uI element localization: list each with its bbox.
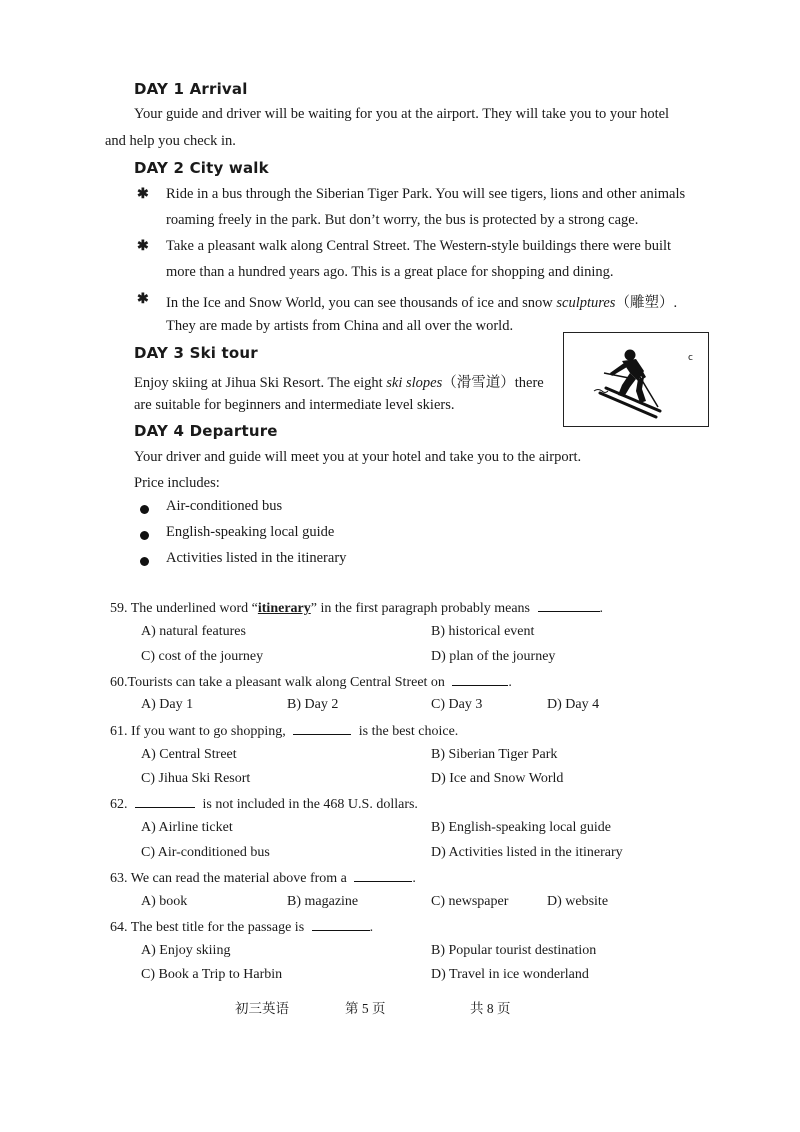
sculptures-gloss: （雕塑）. (615, 295, 678, 311)
q60-stem: 60.Tourists can take a pleasant walk along Central Street on (110, 675, 445, 690)
answer-blank (312, 918, 370, 931)
footer-page-number: 第 5 页 (345, 1001, 386, 1016)
star-bullet-icon: ✱ (137, 187, 149, 202)
q63-option-d: D) website (547, 894, 609, 909)
price-item (140, 528, 149, 545)
question-63: 63. We can read the material above from a . (110, 871, 416, 886)
answer-blank (354, 869, 412, 882)
day1-text-line1: Your guide and driver will be waiting for you at the airport. They will take you to your hotel (134, 106, 670, 122)
answer-blank (452, 673, 508, 686)
day3-text-line2: are suitable for beginners and intermediate level skiers. (134, 397, 455, 413)
q62-option-d: D) Activities listed in the itinerary (431, 845, 623, 860)
day2-heading: DAY 2 City walk (134, 159, 269, 177)
q59-stem-post: ” in the first paragraph probably means (310, 601, 531, 616)
day4-heading: DAY 4 Departure (134, 422, 278, 440)
q59-stem-pre: 59. The underlined word “ (110, 601, 258, 616)
q61-stem-pre: 61. If you want to go shopping, (110, 724, 286, 739)
q61-stem-post: is the best choice. (358, 724, 459, 739)
q60-option-a: A) Day 1 (141, 697, 194, 712)
footer-subject: 初三英语 (235, 1001, 289, 1016)
day2-bullet2-line2: more than a hundred years ago. This is a great place for shopping and dining. (166, 264, 614, 280)
q63-stem: 63. We can read the material above from a (110, 871, 347, 886)
day2-bullet3-line2: They are made by artists from China and all over the world. (166, 318, 514, 334)
skier-icon (564, 333, 708, 426)
bullet-dot-icon (140, 505, 149, 514)
price-item-label: Air-conditioned bus (166, 498, 283, 514)
skier-image (563, 332, 709, 427)
q61-option-b: B) Siberian Tiger Park (431, 747, 558, 762)
q64-option-c: C) Book a Trip to Harbin (141, 967, 283, 982)
day2-bullet3-text: In the Ice and Snow World, you can see thousands of ice and snow (166, 295, 557, 311)
question-60: 60.Tourists can take a pleasant walk along Central Street on . (110, 675, 512, 690)
q62-option-b: B) English-speaking local guide (431, 820, 612, 835)
q63-option-a: A) book (141, 894, 188, 909)
q64-stem: 64. The best title for the passage is (110, 920, 305, 935)
answer-blank (135, 795, 195, 808)
q62-option-a: A) Airline ticket (141, 820, 233, 835)
price-item-label: English-speaking local guide (166, 524, 335, 540)
star-bullet-icon: ✱ (137, 239, 149, 254)
q63-option-b: B) magazine (287, 894, 359, 909)
question-62 (110, 795, 418, 813)
q64-option-a: A) Enjoy skiing (141, 943, 231, 958)
q64-option-b: B) Popular tourist destination (431, 943, 597, 958)
question-64: 64. The best title for the passage is . (110, 920, 374, 935)
day1-heading: DAY 1 Arrival (134, 80, 248, 98)
bullet-dot-icon (140, 531, 149, 540)
answer-blank (293, 722, 351, 735)
q60-option-b: B) Day 2 (287, 697, 339, 712)
ski-slopes-gloss: （滑雪道）there (442, 375, 544, 391)
q61-option-a: A) Central Street (141, 747, 237, 762)
question-61 (110, 722, 458, 740)
q59-option-a: A) natural features (141, 624, 246, 639)
day3-heading: DAY 3 Ski tour (134, 344, 258, 362)
day3-text-line1 (134, 371, 544, 392)
answer-blank (538, 599, 600, 612)
day4-text-line1: Your driver and guide will meet you at your hotel and take you to the airport. (134, 449, 582, 465)
price-item (140, 502, 149, 519)
q61-option-c: C) Jihua Ski Resort (141, 771, 251, 786)
bullet-dot-icon (140, 557, 149, 566)
q59-option-c: C) cost of the journey (141, 649, 264, 664)
q62-stem-pre: 62. (110, 797, 128, 812)
q59-option-d: D) plan of the journey (431, 649, 556, 664)
price-item-label: Activities listed in the itinerary (166, 550, 347, 566)
day3-text: Enjoy skiing at Jihua Ski Resort. The eight (134, 375, 387, 391)
q64-option-d: D) Travel in ice wonderland (431, 967, 589, 982)
q60-option-c: C) Day 3 (431, 697, 483, 712)
q63-option-c: C) newspaper (431, 894, 509, 909)
sculptures-italic: sculptures (556, 295, 616, 311)
day2-bullet1-line1: Ride in a bus through the Siberian Tiger Park. You will see tigers, lions and other animals (166, 186, 686, 202)
price-includes-label: Price includes: (134, 475, 220, 491)
q61-option-d: D) Ice and Snow World (431, 771, 564, 786)
day2-bullet1-line2: roaming freely in the park. But don’t worry, the bus is protected by a strong cage. (166, 212, 639, 228)
day2-bullet3-line1 (166, 291, 677, 312)
star-bullet-icon: ✱ (137, 292, 149, 307)
q59-option-b: B) historical event (431, 624, 535, 639)
itinerary-word: itinerary (257, 601, 311, 616)
q62-option-c: C) Air-conditioned bus (141, 845, 270, 860)
price-item (140, 554, 149, 571)
q62-stem-post: is not included in the 468 U.S. dollars. (202, 797, 418, 812)
footer-page-total: 共 8 页 (470, 1001, 511, 1016)
svg-text:c: c (688, 353, 693, 363)
ski-slopes-italic: ski slopes (386, 375, 443, 391)
q60-option-d: D) Day 4 (547, 697, 600, 712)
day1-text-line2: and help you check in. (105, 133, 236, 149)
day2-bullet2-line1: Take a pleasant walk along Central Street. The Western-style buildings there were built (166, 238, 672, 254)
question-59: 59. The underlined word “itinerary” in the first paragraph probably means . (110, 601, 604, 616)
